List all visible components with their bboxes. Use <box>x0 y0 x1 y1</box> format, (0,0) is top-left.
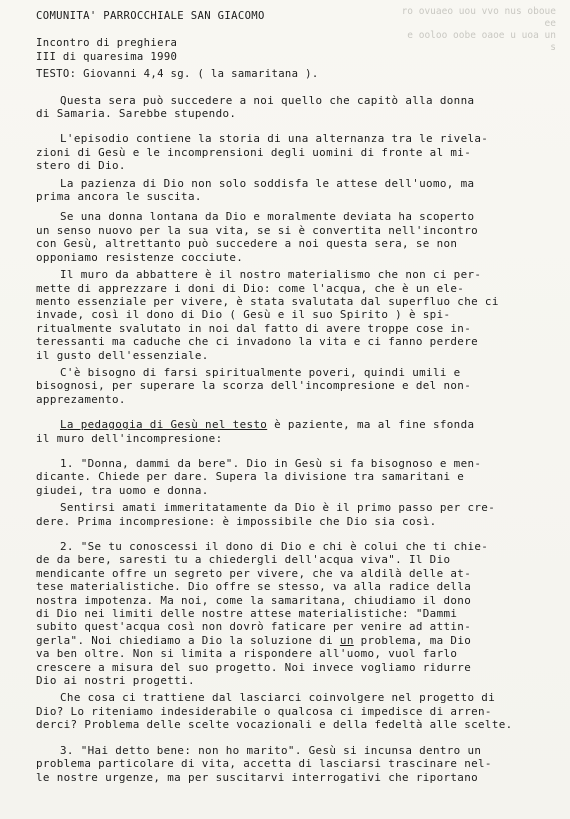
intro-paragraph: Questa sera può succedere a noi quello che capitò alla donna di Samaria. Sarebbe stupendo. <box>36 93 475 121</box>
bleed-through-line: s <box>550 42 556 53</box>
bisogno-paragraph: C'è bisogno di farsi spiritualmente poveri, quindi umili e bisognosi, per superare la scorza dell'incompresione e del non- apprezamento. <box>36 365 472 406</box>
item-2-paragraph: 2. "Se tu conoscessi il dono di Dio e chi è colui che ti chie- de da bere, saresti tu a chiedergli dell'acqua viva". Il Dio mendicante offre un segreto per vivere, che va aldilà delle at- tese materialistiche. Dio offre se stesso, va alla radice della nostra impotenza. Ma noi, come la samaritana, chiudiamo il dono di Dio nei limiti delle nostre attese materialistiche: "Dammi subito quest'acqua così non dovrò faticare per venire ad attin- gerla". Noi chiediamo a Dio la soluzione di un problema, ma Dio va ben oltre. Non si limita a rispondere all'uomo, vuol farlo crescere a misura del suo progetto. Noi invece vogliamo ridurre Dio ai nostri progetti. <box>36 540 489 688</box>
donna-paragraph: Se una donna lontana da Dio e moralmente deviata ha scoperto un senso nuovo per la sua vita, se si è convertita nell'incontro con Gesù, altrettanto può succedere a noi questa sera, se non opponiamo resistenze cocciute. <box>36 210 479 264</box>
un-underlined-word: un <box>339 633 354 647</box>
event-title: Incontro di preghiera <box>36 37 178 50</box>
bleed-through-line: ro ovuaeo uou vvo nus oboue ee <box>401 6 556 29</box>
item-1-followup-paragraph: Sentirsi amati immeritatamente da Dio è il primo passo per cre- dere. Prima incompresione: è impossibile che Dio sia così. <box>36 501 496 528</box>
pazienza-paragraph: La pazienza di Dio non solo soddisfa le attese dell'uomo, ma prima ancora le suscita. <box>36 176 475 204</box>
muro-paragraph: Il muro da abbattere è il nostro materialismo che non ci per- mette di apprezzare i doni di Dio: come l'acqua, che è un ele- mento essenziale per vivere, è stata svalutata dal superfluo che ci invade, così il dono di Dio ( Gesù e il suo Spirito ) è spi- ritualmente svalutato in noi dal fatto di avere troppe cose in- teressanti ma caduche che ci invadono la vita e ci fanno perdere il gusto dell'essenziale. <box>36 268 499 362</box>
item-1-paragraph: 1. "Donna, dammi da bere". Dio in Gesù si fa bisognoso e men- dicante. Chiede per dare. Supera la divisione tra samaritani e giudei, tra uomo e donna. <box>36 456 482 497</box>
organization-heading: COMUNITA' PARROCCHIALE SAN GIACOMO <box>36 10 265 22</box>
item-3-paragraph: 3. "Hai detto bene: non ho marito". Gesù si incunsa dentro un problema particolare di vita, accetta di lasciarsi trascinare nel- le nostre urgenze, ma per suscitarvi interrogativi che riportano <box>36 743 492 784</box>
document-body <box>36 10 556 784</box>
episodio-paragraph: L'episodio contiene la storia di una alternanza tra le rivela- zioni di Gesù e le incomprensioni degli uomini di fronte al mi- stero di Dio. <box>36 132 489 173</box>
event-date: III di quaresima 1990 <box>36 50 178 63</box>
pedagogia-paragraph: La pedagogia di Gesù nel testo è paziente, ma al fine sfonda il muro dell'incompresione: <box>36 418 475 445</box>
pedagogia-underlined-phrase: La pedagogia di Gesù nel testo <box>60 418 268 432</box>
item-2-followup-paragraph: Che cosa ci trattiene dal lasciarci coinvolgere nel progetto di Dio? Lo riteniamo indesiderabile o qualcosa ci impedisce di arren- derci? Problema delle scelte vocazionali e della fedeltà alle scelte. <box>36 691 513 732</box>
bleed-through-line: e ooloo oobe oaoe u uoa un <box>407 30 556 41</box>
text-reference: TESTO: Giovanni 4,4 sg. ( la samaritana ). <box>36 68 319 81</box>
